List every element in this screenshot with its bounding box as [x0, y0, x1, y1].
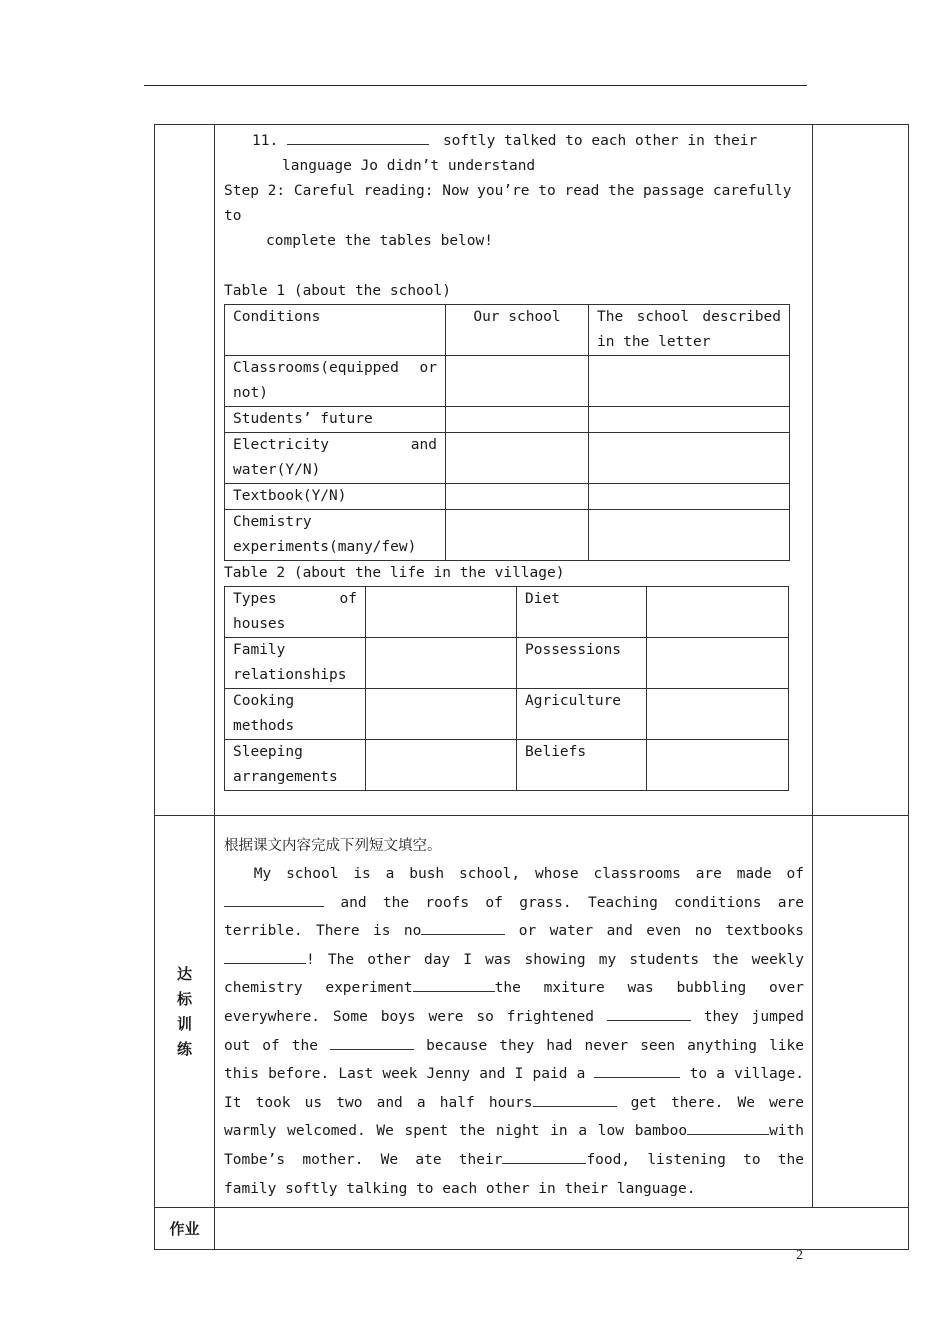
- village-table: [224, 586, 789, 791]
- answer-cell[interactable]: [589, 484, 790, 510]
- row-cooking: Cooking methods: [225, 689, 366, 740]
- answer-cell[interactable]: [366, 587, 517, 638]
- row-agriculture: Agriculture: [517, 689, 647, 740]
- school-table: [224, 304, 790, 561]
- table-row: [225, 407, 790, 433]
- header-our-school: Our school: [446, 305, 589, 356]
- answer-cell[interactable]: [446, 484, 589, 510]
- homework-content[interactable]: [215, 1208, 909, 1250]
- reading-row: [155, 125, 909, 816]
- header-letter-school: The school described in the letter: [589, 305, 790, 356]
- row-sleeping: Sleeping arrangements: [225, 740, 366, 791]
- cloze-blank[interactable]: [594, 1062, 680, 1078]
- cloze-blank[interactable]: [413, 976, 495, 992]
- row-possessions: Possessions: [517, 638, 647, 689]
- homework-row: [155, 1208, 909, 1250]
- table-row: [225, 740, 789, 791]
- table-row: [225, 689, 789, 740]
- table1-caption: Table 1 (about the school): [224, 283, 451, 299]
- answer-cell[interactable]: [446, 407, 589, 433]
- cloze-blank[interactable]: [421, 919, 505, 935]
- answer-cell[interactable]: [589, 433, 790, 484]
- right-cell-empty: [813, 125, 909, 816]
- answer-cell[interactable]: [647, 740, 789, 791]
- reading-content: [215, 125, 813, 816]
- row-classrooms: Classrooms(equipped or not): [225, 356, 446, 407]
- question-11-continued: language Jo didn’t understand: [282, 158, 536, 174]
- step2-instruction-cont: complete the tables below!: [266, 233, 493, 249]
- table-row: [225, 510, 790, 561]
- right-cell-empty: [813, 816, 909, 1208]
- cloze-blank[interactable]: [502, 1148, 586, 1164]
- practice-label-text: 达标训练: [176, 964, 192, 1058]
- step2-instruction: Step 2: Careful reading: Now you’re to read the passage carefully to: [224, 183, 801, 224]
- row-beliefs: Beliefs: [517, 740, 647, 791]
- homework-label: 作业: [155, 1208, 215, 1250]
- row-electricity: Electricity and water(Y/N): [225, 433, 446, 484]
- practice-label: [155, 816, 215, 1208]
- practice-content: [215, 816, 813, 1208]
- answer-cell[interactable]: [366, 638, 517, 689]
- table-row: [225, 356, 790, 407]
- table-row: [225, 638, 789, 689]
- practice-row: [155, 816, 909, 1208]
- table-row: [225, 433, 790, 484]
- header-rule: [144, 85, 807, 86]
- left-label-cell-empty: [155, 125, 215, 816]
- answer-cell[interactable]: [647, 587, 789, 638]
- page-number: 2: [796, 1248, 803, 1263]
- answer-cell[interactable]: [589, 510, 790, 561]
- cloze-blank[interactable]: [330, 1034, 414, 1050]
- table2-caption: Table 2 (about the life in the village): [224, 565, 565, 581]
- question-11: 11. softly talked to each other in their: [224, 129, 804, 154]
- row-textbook: Textbook(Y/N): [225, 484, 446, 510]
- row-future: Students’ future: [225, 407, 446, 433]
- cloze-blank[interactable]: [224, 948, 306, 964]
- cloze-blank[interactable]: [533, 1091, 617, 1107]
- cloze-blank[interactable]: [607, 1005, 691, 1021]
- answer-blank[interactable]: [287, 130, 429, 145]
- cloze-blank[interactable]: [224, 891, 324, 907]
- row-diet: Diet: [517, 587, 647, 638]
- answer-cell[interactable]: [446, 510, 589, 561]
- answer-cell[interactable]: [446, 433, 589, 484]
- answer-cell[interactable]: [446, 356, 589, 407]
- lesson-table: [154, 124, 909, 1250]
- answer-cell[interactable]: [647, 638, 789, 689]
- cloze-blank[interactable]: [687, 1119, 769, 1135]
- table-row: [225, 484, 790, 510]
- table-row: [225, 587, 789, 638]
- answer-cell[interactable]: [647, 689, 789, 740]
- header-conditions: Conditions: [225, 305, 446, 356]
- row-houses: Types of houses: [225, 587, 366, 638]
- table-row: [225, 305, 790, 356]
- answer-cell[interactable]: [589, 356, 790, 407]
- practice-instruction: 根据课文内容完成下列短文填空。: [224, 838, 442, 854]
- answer-cell[interactable]: [366, 689, 517, 740]
- row-chemistry: Chemistry experiments(many/few): [225, 510, 446, 561]
- cloze-passage: My school is a bush school, whose classrooms are made of and the roofs of grass. Teaching conditions are terrible. There is no or water and even no textbooks ! The other day I was showing my students the weekly chemistry experiment the mxiture was bubbling over everywhere. Some boys were so frightened they jumped out of the because they had never seen anything like this before. Last week Jenny and I paid a to a village. It took us two and a half hours get there. We were warmly welcomed. We spent the night in a low bamboo with Tombe’s mother. We ate their food, listening to the family softly talking to each other in their language.: [224, 866, 805, 1197]
- row-family: Family relationships: [225, 638, 366, 689]
- answer-cell[interactable]: [589, 407, 790, 433]
- answer-cell[interactable]: [366, 740, 517, 791]
